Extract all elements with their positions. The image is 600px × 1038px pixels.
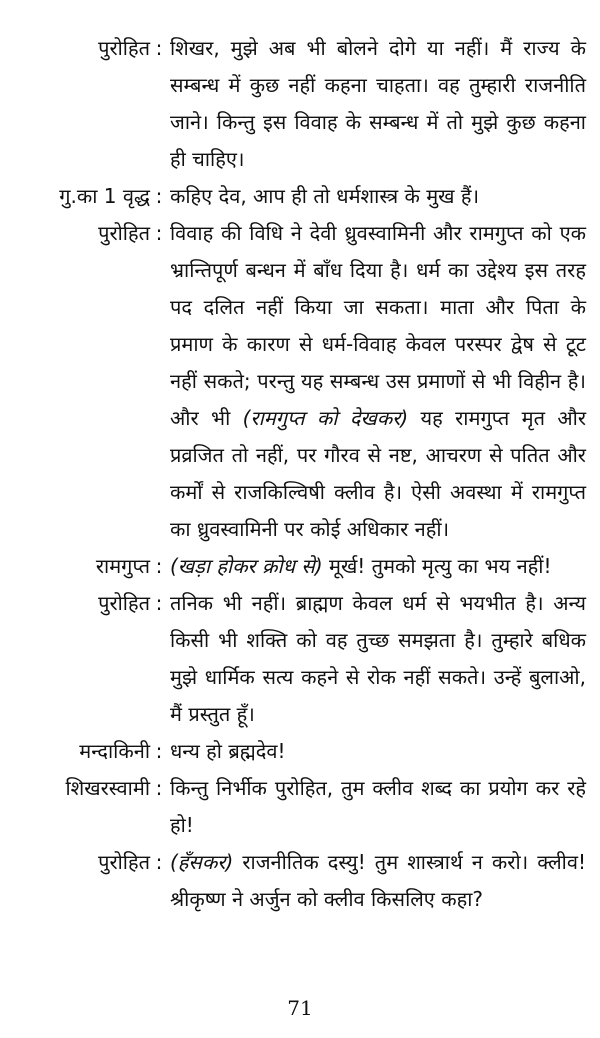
speaker-name: रामगुप्त: [95, 554, 150, 578]
speech-text: [168, 30, 586, 178]
speaker-name: गु.का 1 वृद्ध: [59, 184, 150, 208]
speaker-name: पुरोहित: [98, 221, 150, 245]
speaker-colon: :: [155, 184, 163, 208]
speaker-name: मन्दाकिनी: [79, 739, 150, 763]
dialogue-block: [14, 30, 586, 918]
speaker-colon: :: [155, 591, 163, 615]
speaker-name: पुरोहित: [98, 36, 150, 60]
dialogue-entry: [14, 844, 586, 918]
speech-line: विवाह की विधि ने देवी ध्रुवस्वामिनी और रामगुप्त को एक भ्रान्तिपूर्ण बन्धन में बाँध दिया है। धर्म का उद्देश्य इस तरह पद दलित नहीं किया जा सकता। माता और पिता के प्रमाण के कारण से धर्म-विवाह केवल परस्पर द्वेष से टूट नहीं सकते; परन्तु यह सम्बन्ध उस प्रमाणों से भी विहीन है। और भी: [170, 221, 586, 430]
speech-line: धन्य हो ब्रह्मदेव!: [170, 739, 286, 763]
speaker-colon: :: [155, 776, 163, 800]
dialogue-entry: [14, 770, 586, 844]
speech-text: [168, 548, 586, 585]
speech-text: [168, 585, 586, 733]
speaker-colon: :: [155, 221, 163, 245]
dialogue-entry: [14, 733, 586, 770]
speech-text: [168, 215, 586, 548]
speech-text: [168, 770, 586, 844]
speaker-colon: :: [155, 36, 163, 60]
speech-line: किन्तु निर्भीक पुरोहित, तुम क्लीव शब्द का प्रयोग कर रहे हो!: [170, 776, 586, 837]
dialogue-entry: [14, 548, 586, 585]
page-number: 71: [287, 996, 313, 1020]
speech-text: [168, 844, 586, 918]
dialogue-entry: [14, 30, 586, 178]
speech-text: [168, 733, 586, 770]
dialogue-entry: [14, 215, 586, 548]
speech-line: तनिक भी नहीं। ब्राह्मण केवल धर्म से भयभीत है। अन्य किसी भी शक्ति को वह तुच्छ समझता है। तुम्हारे बधिक मुझे धार्मिक सत्य कहने से रोक नहीं सकते। उन्हें बुलाओ, मैं प्रस्तुत हूँ।: [170, 591, 586, 726]
speech-text: [168, 178, 586, 215]
speech-line: कहिए देव, आप ही तो धर्मशास्त्र के मुख हैं।: [170, 184, 480, 208]
stage-direction: (रामगुप्त को देखकर): [242, 406, 409, 430]
speech-line: मूर्ख! तुमको मृत्यु का भय नहीं!: [328, 554, 552, 578]
speech-line: शिखर, मुझे अब भी बोलने दोगे या नहीं। मैं राज्य के सम्बन्ध में कुछ नहीं कहना चाहता। वह तुम्हारी राजनीति जाने। किन्तु इस विवाह के सम्बन्ध में तो मुझे कुछ कहना ही चाहिए।: [170, 36, 586, 171]
speaker-name: पुरोहित: [98, 591, 150, 615]
speech-line: यह रामगुप्त मृत और प्रव्रजित तो नहीं, पर गौरव से नष्ट, आचरण से पतित और कर्मों से राजकिल्विषी क्लीव है। ऐसी अवस्था में रामगुप्त का ध्रुवस्वामिनी पर कोई अधिकार नहीं।: [170, 406, 587, 541]
stage-direction: (हँसकर): [170, 850, 234, 874]
dialogue-entry: [14, 178, 586, 215]
dialogue-entry: [14, 585, 586, 733]
speech-line: राजनीतिक दस्यु! तुम शास्त्रार्थ न करो। क्लीव! श्रीकृष्ण ने अर्जुन को क्लीव किसलिए कहा?: [170, 850, 586, 911]
speaker-name: शिखरस्वामी: [65, 776, 150, 800]
speaker-colon: :: [155, 554, 163, 578]
speaker-name: पुरोहित: [98, 850, 150, 874]
speaker-colon: :: [155, 739, 163, 763]
stage-direction: (खड़ा होकर क्रोध से): [170, 554, 323, 578]
speaker-colon: :: [155, 850, 163, 874]
